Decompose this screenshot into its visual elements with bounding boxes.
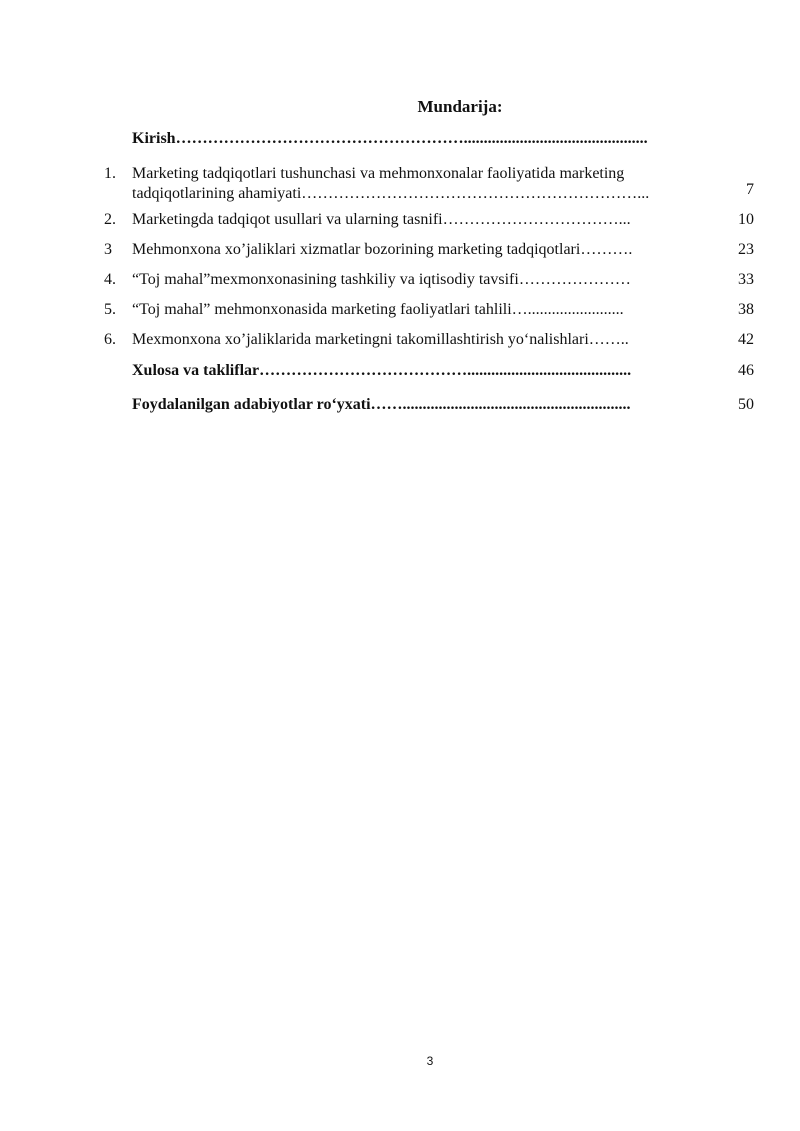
- toc-entry-number: 2.: [104, 211, 116, 228]
- toc-entry-page: 42: [738, 331, 754, 348]
- toc-entry-page: 7: [746, 181, 754, 198]
- toc-entry-number: 6.: [104, 331, 116, 348]
- toc-entry-page: 33: [738, 271, 754, 288]
- toc-entry-number: 4.: [104, 271, 116, 288]
- toc-entry-1: [0, 163, 800, 207]
- toc-entry-text-line1: Marketing tadqiqotlari tushunchasi va mehmonxonalar faoliyatida marketing: [132, 165, 625, 182]
- toc-entry-page: 10: [738, 211, 754, 228]
- toc-entry-text: Kirish………………………………………………..............................................: [132, 130, 648, 147]
- toc-entry-number: 1.: [104, 165, 116, 182]
- toc-entry-page: 23: [738, 241, 754, 258]
- toc-entry-number: 5.: [104, 301, 116, 318]
- toc-entry-text: “Toj mahal”mexmonxonasining tashkiliy va iqtisodiy tavsifi…………………: [132, 271, 631, 288]
- toc-entry-number: 3: [104, 241, 112, 258]
- page-number: 3: [426, 1054, 434, 1068]
- toc-entry-text: Marketingda tadqiqot usullari va ularning tasnifi……………………………...: [132, 211, 631, 228]
- toc-entry-text-line2: tadqiqotlarining ahamiyati………………………………………………………...: [132, 185, 650, 202]
- toc-entry-text: Foydalanilgan adabiyotlar ro‘yxati…….........................................................: [132, 396, 631, 413]
- toc-entry-text: Xulosa va takliflar………………………………….........................................: [132, 362, 632, 379]
- toc-entry-page: 38: [738, 301, 754, 318]
- toc-entry-text: “Toj mahal” mehmonxonasida marketing faoliyatlari tahlili…........................: [132, 301, 624, 318]
- toc-entry-text: Mehmonxona xo’jaliklari xizmatlar bozorining marketing tadqiqotlari……….: [132, 241, 633, 258]
- toc-entry-page: 46: [738, 362, 754, 379]
- toc-entry-text: Mexmonxona xo’jaliklarida marketingni takomillashtirish yo‘nalishlari……..: [132, 331, 629, 348]
- toc-title: Mundarija:: [417, 97, 503, 116]
- toc-entry-page: 50: [738, 396, 754, 413]
